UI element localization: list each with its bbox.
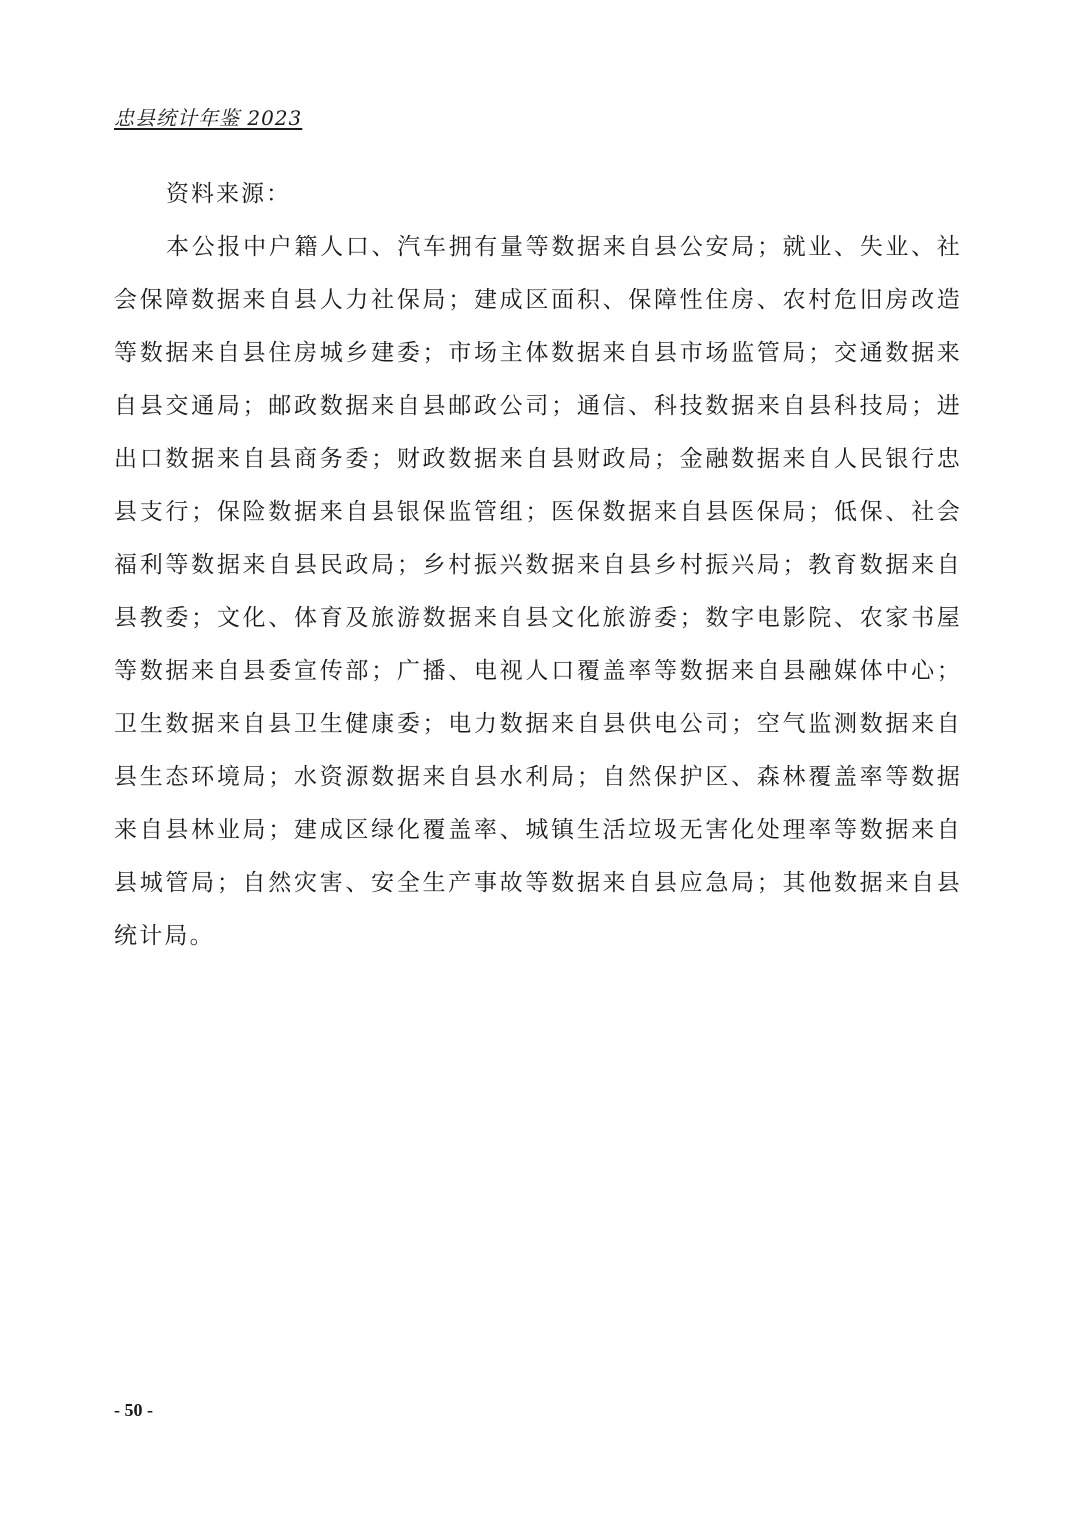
- page-number: - 50 -: [114, 1400, 153, 1420]
- section-label: 资料来源：: [166, 181, 291, 207]
- document-body: [114, 168, 962, 963]
- body-paragraph: 本公报中户籍人口、汽车拥有量等数据来自县公安局；就业、失业、社会保障数据来自县人力社保局；建成区面积、保障性住房、农村危旧房改造等数据来自县住房城乡建委；市场主体数据来自县市场监管局；交通数据来自县交通局；邮政数据来自县邮政公司；通信、科技数据来自县科技局；进出口数据来自县商务委；财政数据来自县财政局；金融数据来自人民银行忠县支行；保险数据来自县银保监管组；医保数据来自县医保局；低保、社会福利等数据来自县民政局；乡村振兴数据来自县乡村振兴局；教育数据来自县教委；文化、体育及旅游数据来自县文化旅游委；数字电影院、农家书屋等数据来自县委宣传部；广播、电视人口覆盖率等数据来自县融媒体中心；卫生数据来自县卫生健康委；电力数据来自县供电公司；空气监测数据来自县生态环境局；水资源数据来自县水利局；自然保护区、森林覆盖率等数据来自县林业局；建成区绿化覆盖率、城镇生活垃圾无害化处理率等数据来自县城管局；自然灾害、安全生产事故等数据来自县应急局；其他数据来自县统计局。: [114, 234, 962, 949]
- running-header: 忠县统计年鉴 2023: [114, 106, 303, 130]
